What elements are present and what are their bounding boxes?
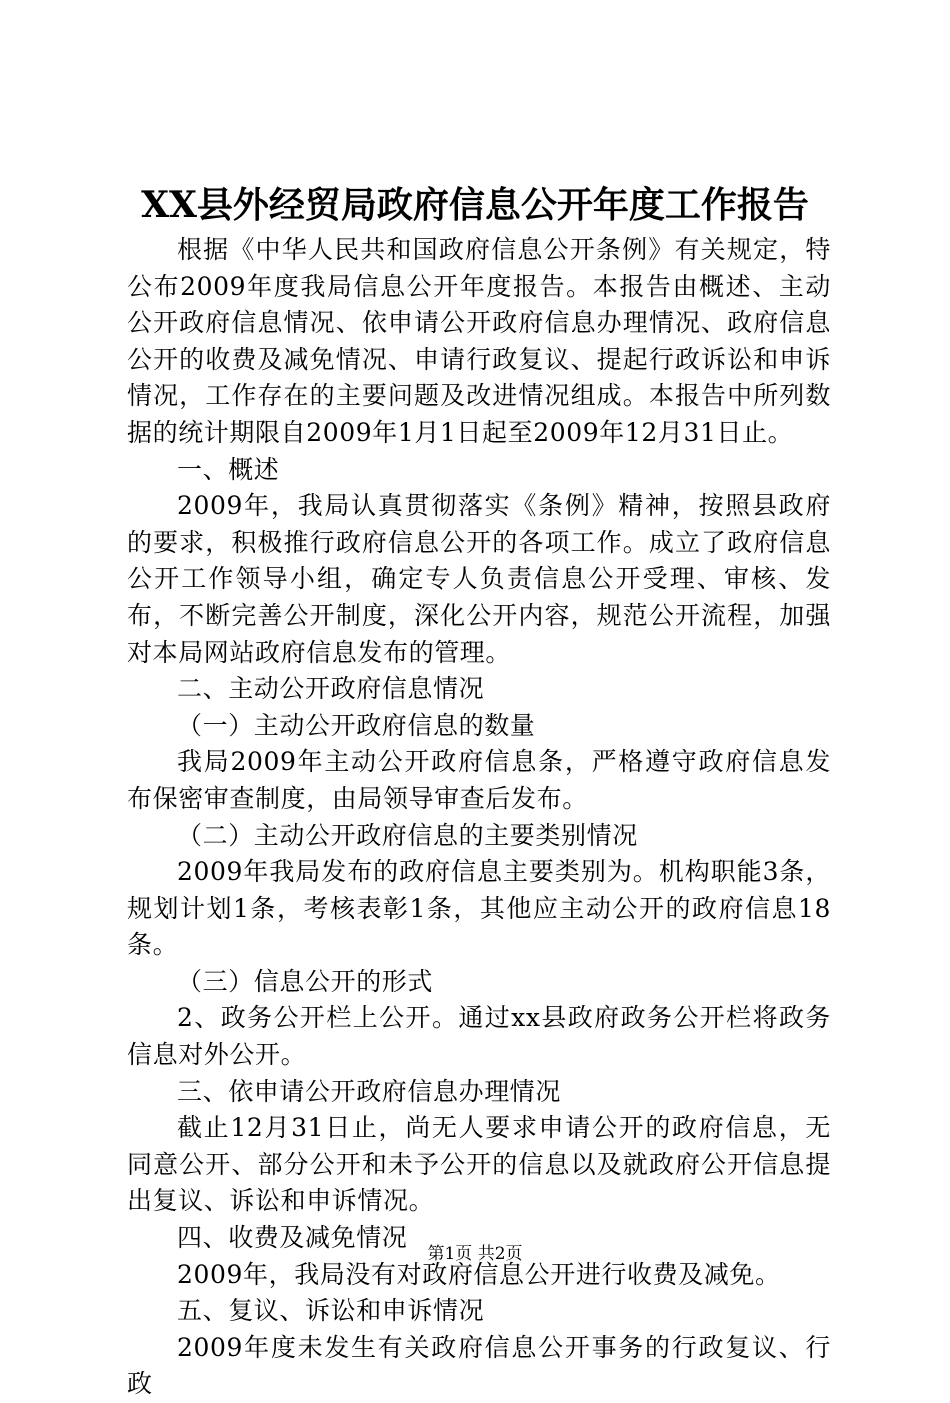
paragraph-fees: 2009年，我局没有对政府信息公开进行收费及减免。 (177, 1259, 781, 1289)
heading-reconsideration: 五、复议、诉讼和申诉情况 (177, 1296, 485, 1326)
heading-overview: 一、概述 (177, 454, 280, 484)
document-title: XX县外经贸局政府信息公开年度工作报告 (141, 184, 809, 226)
paragraph-intro: 根据《中华人民共和国政府信息公开条例》有关规定，特公布2009年度我局信息公开年度报告。本报告由概述、主动公开政府信息情况、依申请公开政府信息办理情况、政府信息公开的收费及减免情况、申请行政复议、提起行政诉讼和申诉情况，工作存在的主要问题及改进情况组成。本报告中所列数据的统计期限自2009年1月1日起至2009年12月31日止。 (127, 235, 831, 447)
paragraph-overview: 2009年，我局认真贯彻落实《条例》精神，按照县政府的要求，积极推行政府信息公开的各项工作。成立了政府信息公开工作领导小组，确定专人负责信息公开受理、审核、发布，不断完善公开制度，深化公开内容，规范公开流程，加强对本局网站政府信息发布的管理。 (127, 491, 831, 667)
paragraph-categories: 2009年我局发布的政府信息主要类别为。机构职能3条，规划计划1条，考核表彰1条，其他应主动公开的政府信息18条。 (127, 857, 831, 960)
heading-proactive-disclosure: 二、主动公开政府信息情况 (177, 674, 485, 704)
paragraph-reconsideration: 2009年度未发生有关政府信息公开事务的行政复议、行政 (127, 1332, 831, 1399)
subheading-forms: （三）信息公开的形式 (177, 966, 434, 996)
subheading-categories: （二）主动公开政府信息的主要类别情况 (177, 820, 638, 850)
subheading-quantity: （一）主动公开政府信息的数量 (177, 710, 536, 740)
paragraph-application-disclosure: 截止12月31日止，尚无人要求申请公开的政府信息，无同意公开、部分公开和未予公开的信息以及就政府公开信息提出复议、诉讼和申诉情况。 (127, 1113, 831, 1216)
document-body (127, 232, 831, 1403)
page-number-footer: 第1页 共2页 (427, 1244, 523, 1264)
heading-application-disclosure: 三、依申请公开政府信息办理情况 (177, 1076, 562, 1106)
paragraph-quantity: 我局2009年主动公开政府信息条，严格遵守政府信息发布保密审查制度，由局领导审查后发布。 (127, 747, 831, 813)
heading-fees: 四、收费及减免情况 (177, 1223, 408, 1253)
paragraph-forms: 2、政务公开栏上公开。通过xx县政府政务公开栏将政务信息对外公开。 (127, 1003, 831, 1070)
